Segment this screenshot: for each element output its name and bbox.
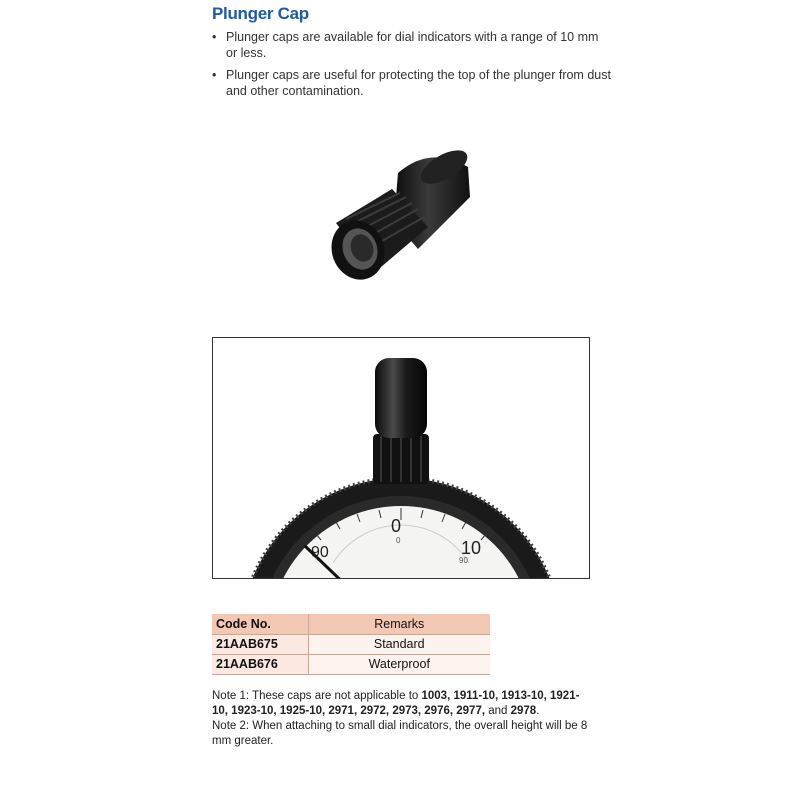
page-title: Plunger Cap	[212, 4, 309, 23]
note-1-and: and	[485, 705, 511, 717]
dial-sub-0: 0	[396, 536, 401, 545]
code-cell: 21AAB676	[212, 654, 308, 674]
dial-label-10: 10	[461, 538, 482, 558]
note-1	[212, 689, 592, 719]
note-1-models: 1003, 1911-10, 1913-10, 1921-10, 1923-10, 1925-10, 2971, 2972, 2973, 2976, 2977,	[212, 690, 580, 717]
code-cell: 21AAB675	[212, 634, 308, 654]
note-1-last-model: 2978	[510, 705, 537, 717]
dial-indicator-photo	[212, 337, 590, 579]
bullet-icon: •	[212, 30, 217, 44]
bullet-icon: •	[212, 68, 217, 82]
note-2: Note 2: When attaching to small dial indicators, the overall height will be 8 mm greater.	[212, 720, 588, 747]
remarks-cell: Waterproof	[308, 654, 490, 674]
table-row	[212, 634, 490, 654]
bullet-text: Plunger caps are useful for protecting the top of the plunger from dust and other contamination.	[226, 68, 611, 98]
column-header-remarks: Remarks	[308, 614, 490, 634]
notes	[212, 689, 592, 749]
table-row	[212, 654, 490, 674]
note-1-prefix: Note 1: These caps are not applicable to	[212, 690, 422, 702]
column-header-code: Code No.	[212, 614, 308, 634]
table-header-row	[212, 614, 490, 634]
list-item	[212, 29, 612, 61]
remarks-cell: Standard	[308, 634, 490, 654]
list-item	[212, 67, 612, 99]
plunger-cap-image	[320, 145, 490, 300]
bullet-text: Plunger caps are available for dial indicators with a range of 10 mm or less.	[226, 30, 599, 60]
note-1-end: .	[536, 705, 540, 717]
dial-label-90: 90	[311, 544, 329, 561]
feature-list	[212, 29, 612, 105]
dial-sub-90: 90	[459, 556, 468, 565]
code-table	[212, 614, 490, 675]
dial-label-0: 0	[391, 516, 402, 536]
